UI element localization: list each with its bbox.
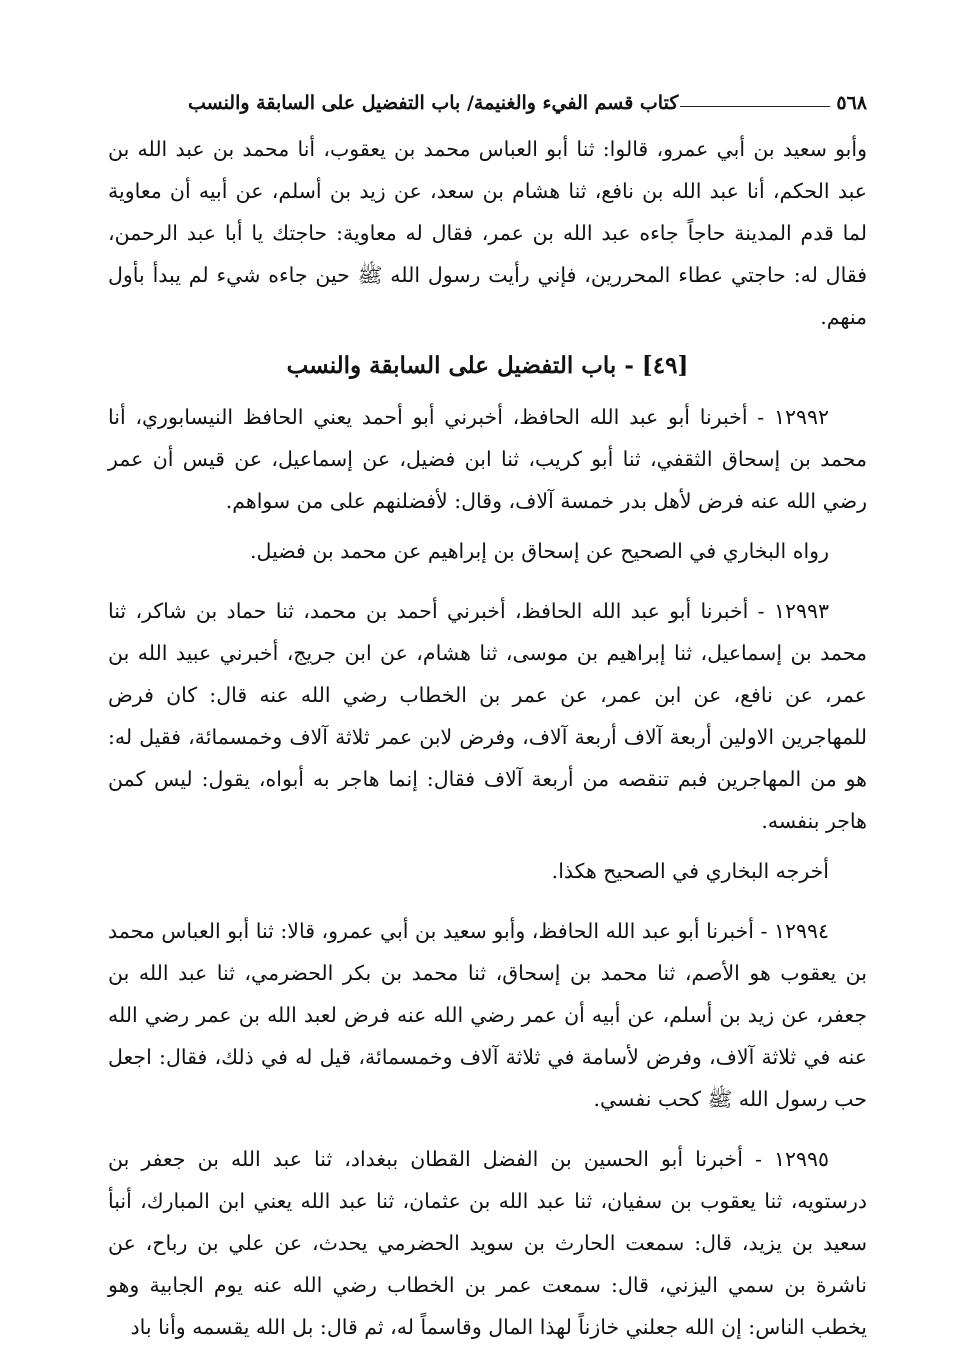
intro-paragraph: وأبو سعيد بن أبي عمرو، قالوا: ثنا أبو العباس محمد بن يعقوب، أنا محمد بن عبد الله بن عبد الحكم، أنا عبد الله بن نافع، ثنا هشام بن سعد، عن زيد بن أسلم، عن أبيه أن معاوية لما قدم المدينة حاجاً جاءه عبد الله بن عمر، فقال له معاوية: حاجتك يا أبا عبد الرحمن، فقال له: حاجتي عطاء المحررين، فإني رأيت رسول الله ﷺ حين جاءه شيء لم يبدأ بأول منهم. [108,137,867,329]
page-header [108,78,867,114]
running-title: كتاب قسم الفيء والغنيمة/ باب التفضيل على السابقة والنسب [187,92,679,114]
hadith-12993: ١٢٩٩٣ - أخبرنا أبو عبد الله الحافظ، أخبرني أحمد بن محمد، ثنا حماد بن شاكر، ثنا محمد بن إسماعيل، ثنا إبراهيم بن موسى، ثنا هشام، عن ابن جريج، أخبرني عبيد الله بن عمر، عن نافع، عن ابن عمر، عن عمر بن الخطاب رضي الله عنه قال: كان فرض للمهاجرين الاولين أربعة آلاف أربعة آلاف، وفرض لابن عمر ثلاثة آلاف وخمسمائة، فقيل له: هو من المهاجرين فبم تنقصه من أربعة آلاف فقال: إنما هاجر به أبواه، يقول: ليس كمن هاجر بنفسه. [108,599,867,833]
page-number: ٥٦٨ [836,92,867,114]
page-body [108,128,867,1348]
hadith-12993-note: أخرجه البخاري في الصحيح هكذا. [551,859,829,883]
hadith-12994: ١٢٩٩٤ - أخبرنا أبو عبد الله الحافظ، وأبو سعيد بن أبي عمرو، قالا: ثنا أبو العباس محمد بن يعقوب هو الأصم، ثنا محمد بن إسحاق، ثنا محمد بن بكر الحضرمي، ثنا عبد الله بن جعفر، عن زيد بن أسلم، عن أبيه أن عمر رضي الله عنه فرض لعبد الله بن عمر رضي الله عنه في ثلاثة آلاف، وفرض لأسامة في ثلاثة آلاف وخمسمائة، قيل له في ذلك، فقال: اجعل حب رسول الله ﷺ كحب نفسي. [108,919,867,1111]
hadith-12995: ١٢٩٩٥ - أخبرنا أبو الحسين بن الفضل القطان ببغداد، ثنا عبد الله بن جعفر بن درستويه، ثنا يعقوب بن سفيان، ثنا عبد الله بن عثمان، ثنا عبد الله يعني ابن المبارك، أنبأ سعيد بن يزيد، قال: سمعت الحارث بن سويد الحضرمي يحدث، عن علي بن رباح، عن ناشرة بن سمي اليزني، قال: سمعت عمر بن الخطاب رضي الله عنه يوم الجابية وهو يخطب الناس: إن الله جعلني خازناً لهذا المال وقاسماً له، ثم قال: بل الله يقسمه وأنا باد [108,1147,867,1339]
hadith-12992: ١٢٩٩٢ - أخبرنا أبو عبد الله الحافظ، أخبرني أبو أحمد يعني الحافظ النيسابوري، أنا محمد بن إسحاق الثقفي، ثنا أبو كريب، ثنا ابن فضيل، عن إسماعيل، عن قيس أن عمر رضي الله عنه فرض لأهل بدر خمسة آلاف، وقال: لأفضلنهم على من سواهم. [108,405,867,513]
chapter-heading: [٤٩] - باب التفضيل على السابقة والنسب [286,352,689,379]
header-rule [680,106,830,107]
hadith-12992-note: رواه البخاري في الصحيح عن إسحاق بن إبراهيم عن محمد بن فضيل. [250,539,829,563]
